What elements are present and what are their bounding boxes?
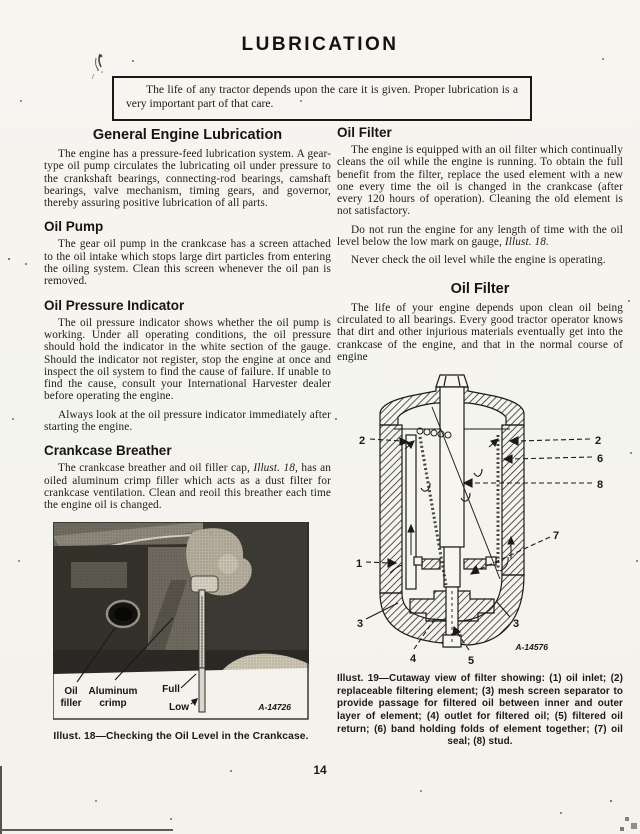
filter-cutaway-diagram: [350, 373, 610, 665]
heading-oil-pump: Oil Pump: [44, 219, 104, 235]
callout-1: 1: [355, 558, 363, 571]
intro-box: [112, 76, 532, 121]
callout-2-left: 2: [358, 435, 366, 448]
shell-right-wall: [502, 425, 524, 575]
heading-general-engine-lubrication: General Engine Lubrication: [92, 127, 283, 143]
illust-18-reference: Illust. 18,: [253, 462, 298, 475]
low-mark-label: Low: [169, 701, 189, 713]
paragraph-oil-filter-1: The engine is equipped with an oil filter which continually cleans the oil while the engine is running. To obtain the full benefit from the filter, replace the used element with a new one every time the oil is changed in the crankcase (after every 120 hours of operation). Cleaning the old element is not satisfactory.: [337, 144, 623, 218]
oil-inlet-passage: [406, 435, 416, 589]
scan-speckles: [0, 0, 2, 2]
dipstick-photo-figure: [53, 522, 309, 742]
crankcase-text-pre: The crankcase breather and oil filler cap,: [58, 462, 254, 475]
heading-oil-pressure-indicator: Oil Pressure Indicator: [44, 297, 185, 313]
oil-filler-label-line2: filler: [60, 697, 82, 709]
filter-diagram-figure: [337, 373, 623, 749]
callout-8: 8: [596, 479, 604, 492]
heading-oil-filter-top: Oil Filter: [337, 125, 392, 140]
paragraph-oil-pressure-1: The oil pressure indicator shows whether the oil pump is working. Under all operating conditions, the oil pressure should hold the indicator in the white section of the gauge. Should the indicator not register, stop the engine at once and inspect the oil system to find the cause of failure. If unable to find the cause, consult your International Harvester dealer before operating the engine.: [44, 316, 331, 403]
oil-seal-left: [422, 559, 440, 569]
heading-crankcase-breather: Crankcase Breather: [44, 443, 172, 459]
heading-oil-filter-main: Oil Filter: [450, 280, 510, 297]
crankcase-text-post: has an oiled aluminum crimp filler which acts as a dust filter for crankcase ventilation. Clean and reoil this breather each time the engine oil is changed.: [44, 462, 332, 512]
page-title: LUBRICATION: [241, 34, 399, 55]
paragraph-oil-pressure-2: Always look at the oil pressure indicator immediately after starting the engine.: [44, 408, 331, 434]
diagram-reference-code: A-14576: [515, 642, 548, 653]
diagram-caption: Illust. 19—Cutaway view of filter showing: (1) oil inlet; (2) replaceable filtering element; (3) mesh screen separator to provide passage for filtered oil between inner and outer layer of element; (4) outlet for filtered oil; (5) filtered oil return; (6) band holding folds of element together; (7) oil seal; (8) stud.: [337, 673, 623, 748]
right-column: [337, 123, 623, 749]
photo-caption: Illust. 18—Checking the Oil Level in the Crankcase.: [53, 730, 309, 742]
paragraph-oil-pump: The gear oil pump in the crankcase has a screen attached to the oil intake which stops large dirt particles from entering the oiling system. Clean this screen whenever the oil pan is removed.: [44, 238, 331, 288]
oil-filler-label-line1: Oil: [64, 685, 78, 697]
aluminum-crimp-label-line2: crimp: [99, 697, 127, 709]
aluminum-crimp-label-line1: Aluminum: [88, 685, 138, 697]
hex-nut: [436, 375, 468, 387]
scan-edge-line-left: [0, 766, 2, 834]
callout-6: 6: [596, 453, 604, 466]
paragraph-general: The engine has a pressure-feed lubrication system. A gear-type oil pump circulates the lubricating oil under pressure to the crankshaft bearings, connecting-rod bearings, camshaft bearings, valve mechanism, timing gears, and governor, thereby assuring positive lubrication of all parts.: [44, 148, 331, 210]
callout-4: 4: [409, 653, 417, 666]
halftone-overlay: [53, 522, 309, 678]
center-stud: [440, 387, 464, 547]
dipstick-photo: [53, 522, 309, 720]
paragraph-oil-filter-2: [337, 224, 623, 249]
callout-2-right: 2: [594, 435, 602, 448]
callout-3-left: 3: [356, 618, 364, 631]
paragraph-crankcase-breather: [44, 462, 331, 511]
full-mark-label: Full: [162, 683, 180, 695]
left-column: [44, 123, 331, 742]
callout-7: 7: [552, 530, 560, 543]
illust-18-reference-2: Illust. 18.: [504, 236, 549, 249]
scan-edge-line-bottom: [1, 829, 173, 831]
ink-smudge-mark: [90, 52, 110, 82]
callout-5: 5: [467, 655, 475, 666]
page-number: 14: [313, 763, 327, 777]
filter-text-pre: Do not run the engine for any length of time with the oil level below the low mark on gauge,: [337, 223, 623, 249]
filter-body: [380, 375, 524, 647]
callout-3-right: 3: [512, 618, 520, 631]
paragraph-oil-filter-3: Never check the oil level while the engine is operating.: [351, 254, 606, 267]
shell-left-wall: [380, 425, 402, 593]
paragraph-oil-filter-main: The life of your engine depends upon clean oil being circulated to all bearings. Every good tractor operator knows that dirt and other injurious materials eventually get into the crankcase of the engine, and that in the normal course of engine: [337, 301, 623, 363]
intro-text: The life of any tractor depends upon the care it is given. Proper lubrication is a very important part of that care.: [126, 83, 518, 110]
photo-reference-code: A-14726: [258, 701, 291, 712]
